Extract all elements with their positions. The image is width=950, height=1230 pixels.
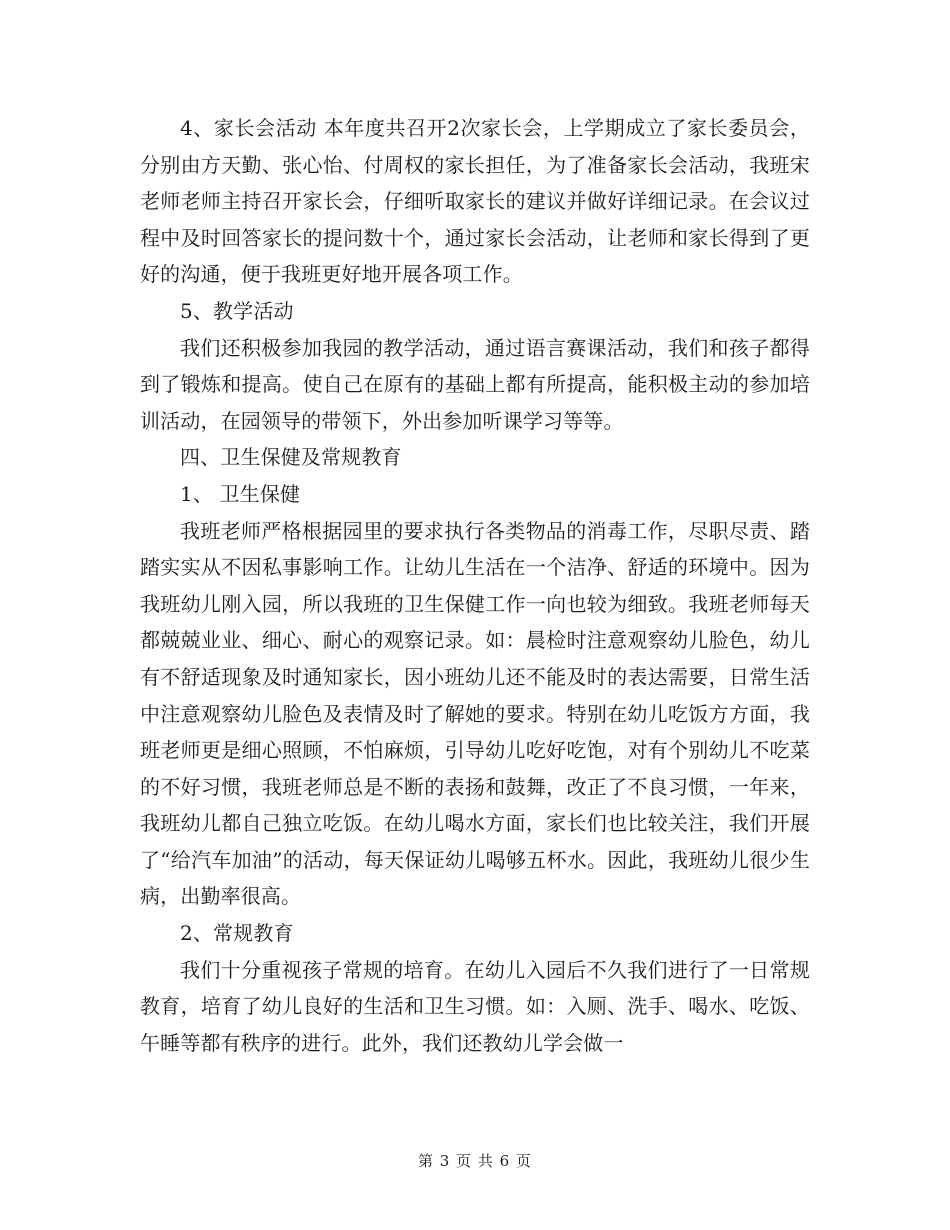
paragraph-parent-meeting: 4、家长会活动 本年度共召开2次家长会，上学期成立了家长委员会，分别由方天勤、张心怡、付周权的家长担任，为了准备家长会活动，我班宋老师老师主持召开家长会，仔细听取家长的建议并做好详细记录。在会议过程中及时回答家长的提问数十个，通过家长会活动，让老师和家长得到了更好的沟通，便于我班更好地开展各项工作。	[140, 116, 810, 287]
heading-hygiene-and-routine: 四、卫生保健及常规教育	[180, 445, 402, 470]
heading-hygiene-care: 1、 卫生保健	[180, 481, 301, 506]
paragraph-routine-education: 我们十分重视孩子常规的培育。在幼儿入园后不久我们进行了一日常规教育，培育了幼儿良好的生活和卫生习惯。如：入厕、洗手、喝水、吃饭、午睡等都有秩序的进行。此外，我们还教幼儿学会做一	[140, 957, 810, 1055]
paragraph-teaching-activity: 我们还积极参加我园的教学活动，通过语言赛课活动，我们和孩子都得到了锻炼和提高。使自己在原有的基础上都有所提高，能积极主动的参加培训活动，在园领导的带领下，外出参加听课学习等等。	[140, 335, 810, 433]
document-body	[140, 110, 810, 1061]
page-number-footer: 第 3 页 共 6 页	[418, 1152, 532, 1170]
paragraph-hygiene-care: 我班老师严格根据园里的要求执行各类物品的消毒工作，尽职尽责、踏踏实实从不因私事影响工作。让幼儿生活在一个洁净、舒适的环境中。因为我班幼儿刚入园，所以我班的卫生保健工作一向也较为细致。我班老师每天都兢兢业业、细心、耐心的观察记录。如：晨检时注意观察幼儿脸色，幼儿有不舒适现象及时通知家长，因小班幼儿还不能及时的表达需要，日常生活中注意观察幼儿脸色及表情及时了解她的要求。特别在幼儿吃饭方方面，我班老师更是细心照顾，不怕麻烦，引导幼儿吃好吃饱，对有个别幼儿不吃菜的不好习惯，我班老师总是不断的表扬和鼓舞，改正了不良习惯，一年来，我班幼儿都自己独立吃饭。在幼儿喝水方面，家长们也比较关注，我们开展了“给汽车加油”的活动，每天保证幼儿喝够五杯水。因此，我班幼儿很少生病，出勤率很高。	[140, 518, 810, 909]
heading-routine-education: 2、常规教育	[180, 921, 294, 946]
heading-teaching-activity: 5、教学活动	[180, 298, 294, 323]
